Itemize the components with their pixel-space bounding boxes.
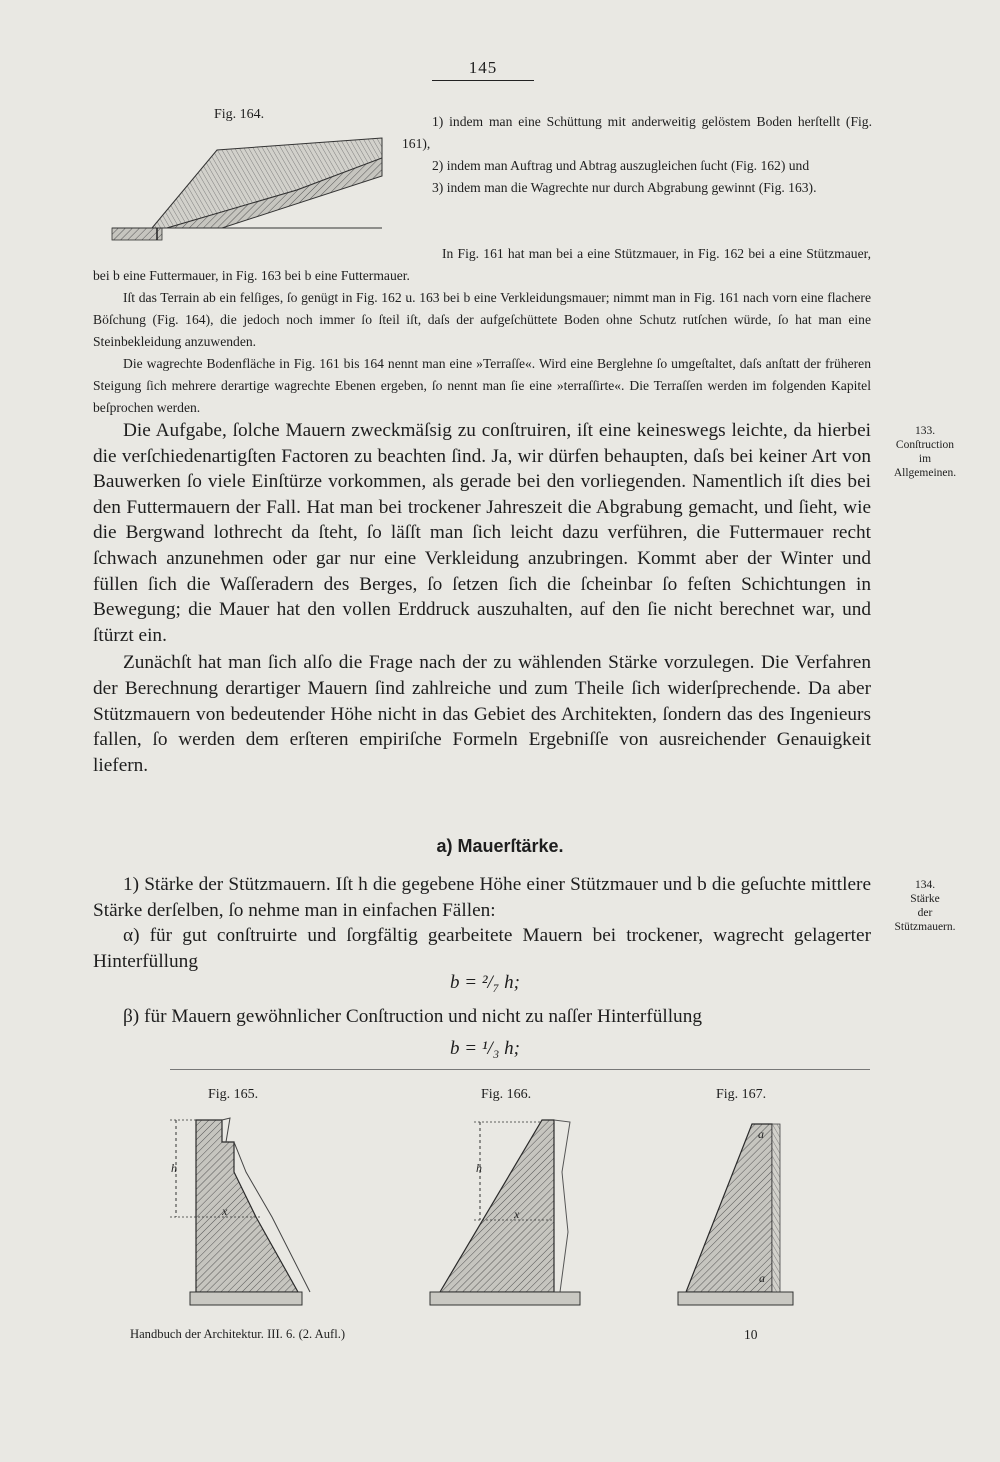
footer-book-title: Handbuch der Architektur. III. 6. (2. Aufl.) — [130, 1327, 346, 1341]
list-item-3: 3) indem man die Wagrechte nur durch Abgrabung gewinnt (Fig. 163). — [432, 180, 817, 195]
list-item-2: 2) indem man Auftrag und Abtrag auszugleichen ſucht (Fig. 162) und — [432, 158, 810, 173]
intro-para-1: In Fig. 161 hat man bei a eine Stützmauer, in Fig. 162 bei a eine Stützmauer, bei b eine Futtermauer, in Fig. 163 bei b eine Futtermauer. — [93, 246, 871, 283]
main-para-2: Zunächſt hat man ſich alſo die Frage nach der zu wählenden Stärke vorzulegen. Die Verfahren der Berechnung derartiger Mauern ſind zahlreiche und zum Theile ſich widerſprechende. Da aber Stützmauern von bedeutender Höhe nicht in das Gebiet des Architekten, ſondern das des Ingenieurs fallen, ſo werden dem erſteren empiriſche Formeln Ergebniſſe von ausreichender Genauigkeit liefern. — [93, 652, 871, 776]
sidenote-133 — [875, 424, 975, 480]
main-text-block-2 — [93, 872, 871, 974]
fig166-illustration — [430, 1112, 600, 1317]
fig164-caption: Fig. 164. — [214, 107, 265, 122]
fig166-label-x: x — [514, 1207, 520, 1221]
fig165-label-h: h — [171, 1161, 177, 1175]
sidenote-133-number: 133. — [914, 425, 936, 437]
main-text-block-1 — [93, 418, 871, 778]
alpha-para: α) für gut conſtruirte und ſorgfältig gearbeitete Mauern bei trockener, wagrecht gelagerter Hinterfüllung — [93, 925, 871, 972]
sidenote-134-line3: Stützmauern. — [894, 921, 956, 933]
fig165-caption: Fig. 165. — [208, 1087, 259, 1102]
figure-separator-rule — [170, 1069, 870, 1070]
intro-para-3: Die wagrechte Bodenfläche in Fig. 161 bis 164 nennt man eine »Terraſſe«. Wird eine Berglehne ſo umgeſtaltet, daſs anſtatt der früheren Steigung ſich mehrere derartige wagrechte Ebenen ergeben, ſo nennt man ſie eine »terraſſirte«. Die Terraſſen werden im folgenden Kapitel beſprochen werden. — [93, 356, 871, 415]
fig166-caption: Fig. 166. — [481, 1087, 532, 1102]
sidenote-134-number: 134. — [914, 879, 936, 891]
intro-para-2: Iſt das Terrain ab ein felſiges, ſo genügt in Fig. 162 u. 163 bei b eine Verkleidungsmauer; nimmt man in Fig. 161 nach vorn eine flachere Böſchung (Fig. 164), die jedoch noch immer ſo ſteil iſt, daſs der aufgeſchüttete Boden ohne Schutz rutſchen würde, ſo hat man eine Steinbekleidung anzuwenden. — [93, 290, 871, 349]
fig165-label-x: x — [222, 1204, 228, 1218]
formula-1: b = ²/₇ h; — [450, 972, 520, 993]
sidenote-134-line2: der — [917, 907, 933, 919]
section-heading: a) Mauerſtärke. — [436, 836, 564, 856]
beta-para: β) für Mauern gewöhnlicher Conſtruction und nicht zu naſſer Hinterfüllung — [123, 1006, 702, 1027]
fig167-caption: Fig. 167. — [716, 1087, 767, 1102]
fig167-label-a-bottom: a — [759, 1271, 765, 1285]
page-number: 145 — [432, 58, 534, 81]
fig166-label-h: h — [476, 1161, 482, 1175]
sidenote-134 — [875, 878, 975, 934]
sidenote-134-line1: Stärke — [910, 893, 940, 905]
sidenote-133-line3: Allgemeinen. — [893, 467, 957, 479]
formula-2: b = ¹/₃ h; — [450, 1038, 520, 1059]
beta-block — [93, 1004, 871, 1030]
list-item-1: 1) indem man eine Schüttung mit anderweitig gelöstem Boden herſtellt (Fig. 161), — [402, 114, 872, 151]
sidenote-133-line1: Conſtruction — [895, 439, 955, 451]
footer-signature: 10 — [744, 1327, 758, 1342]
fig167-label-a-top: a — [758, 1127, 764, 1141]
intro-paragraphs — [93, 243, 871, 419]
main-para-3: 1) Stärke der Stützmauern. Iſt h die gegebene Höhe einer Stützmauer und b die geſuchte mittlere Stärke derſelben, ſo nehme man in einfachen Fällen: — [93, 874, 871, 921]
main-para-1: Die Aufgabe, ſolche Mauern zweckmäſsig zu conſtruiren, iſt eine keineswegs leichte, da hierbei die verſchiedenartigſten Factoren zu beachten ſind. Ja, wir dürfen behaupten, daſs bei keiner Art von Bauwerken ſo viele Einſtürze vorkommen, als gerade bei den vorliegenden. Namentlich iſt dies bei den Futtermauern der Fall. Hat man bei trockener Jahreszeit die Abgrabung gemacht, und ſieht, wie die Bergwand lothrecht da ſteht, ſo läſſt man ſich leicht dazu verführen, die Futtermauer recht ſchwach anzunehmen oder gar nur eine Verkleidung anzubringen. Kommt aber der Winter und füllen ſich die Waſſeradern des Berges, ſo ſetzen ſich die ſcheinbar ſo feſten Schichtungen in Bewegung; die Mauer hat den vollen Erddruck auszuhalten, auf den ſie nicht berechnet war, und ſtürzt ein. — [93, 420, 871, 646]
sidenote-133-line2: im — [918, 453, 932, 465]
fig167-illustration — [668, 1112, 818, 1317]
fig165-illustration — [160, 1112, 330, 1317]
fig164-illustration — [112, 128, 382, 246]
intro-list-items — [402, 111, 872, 199]
